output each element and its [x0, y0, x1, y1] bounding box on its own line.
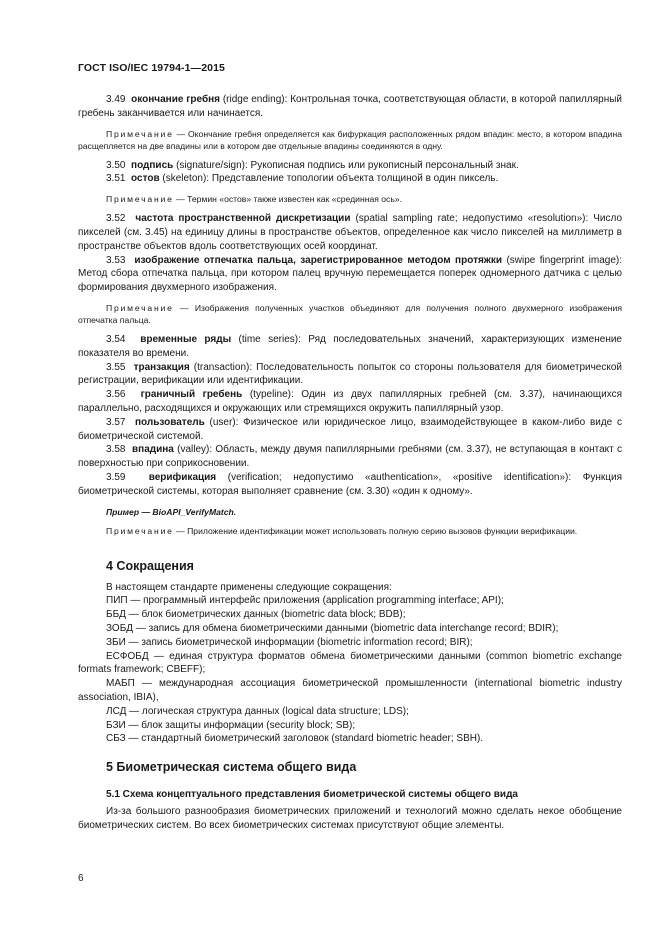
example-3-59: Пример — BioAPI_VerifyMatch.	[106, 506, 237, 517]
abbr-item: БЗИ — блок защиты информации (security block; SB);	[106, 719, 356, 731]
term-3-50: 3.50 подпись (signature/sign): Рукописная подпись или рукописный персональный знак.	[106, 159, 519, 171]
term-3-55: 3.55 транзакция (transaction): Последовательность попыток со стороны пользователя для биометрической регистрации, верификации или идентификации.	[78, 361, 623, 387]
abbr-item: МАБП — международная ассоциация биометрической промышленности (international biometric industry association, IBIA),	[78, 678, 622, 703]
abbr-item: ЗОБД — запись для обмена биометрическими данными (biometric data interchange record; BDIR);	[106, 622, 559, 634]
note-3-51: Примечание — Термин «остов» также известен как «срединная ось».	[106, 194, 402, 205]
term-3-49: 3.49 окончание гребня (ridge ending): Контрольная точка, соответствующая области, в которой папиллярный гребень заканчивается или начинается.	[78, 94, 623, 119]
abbr-item: ББД — блок биометрических данных (biometric data block; BDB);	[106, 609, 406, 621]
section-4-intro: В настоящем стандарте применены следующие сокращения:	[106, 581, 392, 593]
term-3-57: 3.57 пользователь (user): Физическое или юридическое лицо, взаимодействующее в каком-либо виде с биометрической системой.	[78, 416, 622, 442]
document-header: ГОСТ ISO/IEC 19794-1—2015	[78, 62, 225, 74]
abbr-item: ЗБИ — запись биометрической информации (biometric information record; BIR);	[106, 636, 473, 648]
term-3-52: 3.52 частота пространственной дискретизации (spatial sampling rate; недопустимо «resolution»): Число пикселей (см. 3.45) на единицу длины в пространстве объектов, определенное как число пикселей на миллиметр в пространстве объектов вдоль соответствующих осей координат.	[78, 213, 623, 252]
page-number: 6	[78, 873, 84, 884]
term-3-51: 3.51 остов (skeleton): Представление топологии объекта толщиной в один пиксель.	[106, 173, 499, 185]
section-4-heading: 4 Сокращения	[106, 558, 194, 573]
abbr-item: ПИП — программный интерфейс приложения (application programming interface; API);	[106, 595, 504, 607]
section-5-heading: 5 Биометрическая система общего вида	[106, 760, 357, 775]
term-3-54: 3.54 временные ряды (time series): Ряд последовательных значений, характеризующих изменение показателя во времени.	[78, 333, 622, 359]
note-3-53: Примечание — Изображения полученных участков объединяют для получения полного двухмерного изображения отпечатка пальца.	[78, 302, 622, 325]
term-3-59: 3.59 верификация (verification; недопустимо «authentication», «positive identification»): Функция биометрической системы, которая выполняет сравнение (см. 3.30) «один к одному».	[78, 471, 623, 497]
section-5-1-paragraph: Из-за большого разнообразия биометрических приложений и технологий можно сделать некое обобщение биометрических систем. Во всех биометрических системах присутствуют общие элементы.	[78, 806, 622, 831]
term-3-53: 3.53 изображение отпечатка пальца, зарегистрированное методом протяжки (swipe fingerprint image): Метод сбора отпечатка пальца, при котором палец вручную перемещается поперек одномерного датчика с целью формирования двухмерного изображения.	[78, 254, 622, 294]
term-3-56: 3.56 граничный гребень (typeline): Один из двух папиллярных гребней (см. 3.37), начинающихся параллельно, расходящихся и окружающих или стремящихся окружить папиллярный узор.	[78, 389, 622, 414]
term-3-58: 3.58 впадина (valley): Область, между двумя папиллярными гребнями (см. 3.37), не вступающая в контакт с поверхностью при соприкосновении.	[78, 444, 622, 470]
page-content	[78, 93, 622, 833]
section-5-1-heading: 5.1 Схема концептуального представления биометрической системы общего вида	[106, 789, 518, 801]
abbr-item: ЕСФОБД — единая структура форматов обмена биометрическими данными (common biometric exchange formats framework; CBEFF);	[78, 650, 622, 676]
abbr-item: ЛСД — логическая структура данных (logical data structure; LDS);	[106, 705, 409, 717]
abbr-item: СБЗ — стандартный биометрический заголовок (standard biometric header; SBH).	[106, 733, 484, 745]
note-3-59: Примечание — Приложение идентификации может использовать полную серию вызовов функции верификации.	[106, 525, 578, 536]
note-3-49: Примечание — Окончание гребня определяется как бифуркация расположенных рядом впадин: место, в котором впадина расщепляется на две впадины или в котором две отдельные впадины соединяются в одну.	[78, 128, 622, 151]
